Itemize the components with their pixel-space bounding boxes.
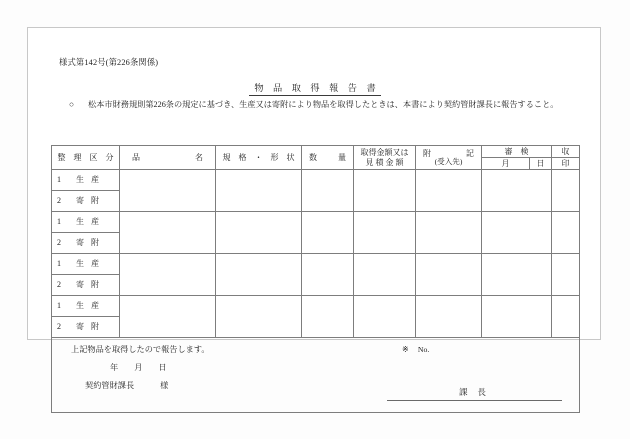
cell-amount[interactable] <box>354 170 416 212</box>
header-note-sub: (受入先) <box>434 156 463 166</box>
header-amount-line1: 取得金額又は <box>360 148 409 158</box>
row-label-donation[interactable] <box>52 317 120 338</box>
page-title-text: 物 品 取 得 報 告 書 <box>249 80 382 96</box>
signature-line[interactable] <box>387 388 562 401</box>
header-receipt: 収 <box>552 146 580 158</box>
header-note-left: 附 <box>423 148 431 158</box>
reference-mark-icon: ※ <box>402 345 409 354</box>
cell-receipt-seal[interactable] <box>552 296 580 338</box>
row-label-production[interactable] <box>52 296 120 317</box>
row-label-text: 寄附 <box>76 238 106 248</box>
row-number: 2 <box>57 280 61 290</box>
header-quantity-left: 数 <box>309 152 317 162</box>
cell-amount[interactable] <box>354 254 416 296</box>
cell-receipt-seal[interactable] <box>552 254 580 296</box>
footer-addressee-line <box>85 381 168 390</box>
row-number: 1 <box>57 259 61 269</box>
header-item-name-left: 品 <box>132 152 140 162</box>
table-row <box>52 254 580 275</box>
row-number: 1 <box>57 217 61 227</box>
header-amount <box>354 146 416 170</box>
footer-date-line <box>110 363 183 372</box>
date-day-label: 日 <box>158 363 167 372</box>
row-label-production[interactable] <box>52 212 120 233</box>
cell-note[interactable] <box>416 254 482 296</box>
intro-text: 松本市財務規則第226条の規定に基づき、生産又は寄附により物品を取得したときは、本書により契約管財課長に報告すること。 <box>88 100 559 109</box>
form-sheet <box>27 27 601 397</box>
cell-note[interactable] <box>416 296 482 338</box>
cell-spec[interactable] <box>216 296 302 338</box>
date-year-label: 年 <box>110 363 119 372</box>
header-quantity <box>302 146 354 170</box>
row-number: 2 <box>57 322 61 332</box>
row-label-donation[interactable] <box>52 233 120 254</box>
signature-title: 課 長 <box>459 388 490 397</box>
cell-inspection-date[interactable] <box>482 254 552 296</box>
cell-inspection-date[interactable] <box>482 170 552 212</box>
cell-note[interactable] <box>416 170 482 212</box>
header-item-name <box>120 146 216 170</box>
footer-number-label: No. <box>417 345 430 354</box>
table-row <box>52 212 580 233</box>
acquisition-table <box>51 145 580 413</box>
date-month-label: 月 <box>134 363 143 372</box>
header-month: 月 <box>482 158 530 170</box>
cell-quantity[interactable] <box>302 170 354 212</box>
cell-amount[interactable] <box>354 212 416 254</box>
header-quantity-right: 量 <box>338 152 346 162</box>
row-number: 2 <box>57 196 61 206</box>
cell-item-name[interactable] <box>120 212 216 254</box>
row-label-donation[interactable] <box>52 191 120 212</box>
cell-inspection-date[interactable] <box>482 212 552 254</box>
cell-inspection-date[interactable] <box>482 296 552 338</box>
header-spec: 規 格 ・ 形 状 <box>216 146 302 170</box>
table-row <box>52 296 580 317</box>
row-label-production[interactable] <box>52 254 120 275</box>
cell-quantity[interactable] <box>302 254 354 296</box>
cell-receipt-seal[interactable] <box>552 212 580 254</box>
cell-amount[interactable] <box>354 296 416 338</box>
row-label-text: 寄附 <box>76 196 106 206</box>
table-header-row <box>52 146 580 158</box>
row-number: 1 <box>57 301 61 311</box>
cell-item-name[interactable] <box>120 296 216 338</box>
row-number: 2 <box>57 238 61 248</box>
header-inspection: 審 検 <box>482 146 552 158</box>
row-label-text: 生産 <box>76 217 106 227</box>
row-number: 1 <box>57 175 61 185</box>
header-item-name-right: 名 <box>195 152 203 162</box>
row-label-production[interactable] <box>52 170 120 191</box>
footer-area <box>52 338 580 413</box>
header-day: 日 <box>530 158 552 170</box>
footer-reference-number <box>402 345 429 355</box>
intro-bullet-icon: ○ <box>69 100 74 109</box>
header-seal: 印 <box>552 158 580 170</box>
cell-spec[interactable] <box>216 254 302 296</box>
addressee-label: 契約管財課長 <box>85 381 135 390</box>
table-footer-row <box>52 338 580 413</box>
cell-spec[interactable] <box>216 212 302 254</box>
cell-quantity[interactable] <box>302 212 354 254</box>
row-label-text: 寄附 <box>76 322 106 332</box>
row-label-text: 生産 <box>76 301 106 311</box>
row-label-text: 寄附 <box>76 280 106 290</box>
header-amount-line2: 見 積 金 額 <box>365 157 404 167</box>
row-label-text: 生産 <box>76 175 106 185</box>
header-category: 整 理 区 分 <box>52 146 120 170</box>
header-note-right: 記 <box>466 148 474 158</box>
cell-note[interactable] <box>416 212 482 254</box>
page-title <box>28 80 602 96</box>
addressee-honorific: 様 <box>160 381 169 390</box>
form-number: 様式第142号(第226条関係) <box>59 58 159 67</box>
cell-item-name[interactable] <box>120 170 216 212</box>
footer-report-line: 上記物品を取得したので報告します。 <box>71 345 210 354</box>
cell-quantity[interactable] <box>302 296 354 338</box>
row-label-donation[interactable] <box>52 275 120 296</box>
cell-item-name[interactable] <box>120 254 216 296</box>
table-row <box>52 170 580 191</box>
cell-spec[interactable] <box>216 170 302 212</box>
row-label-text: 生産 <box>76 259 106 269</box>
cell-receipt-seal[interactable] <box>552 170 580 212</box>
intro-paragraph <box>69 99 589 110</box>
header-note <box>416 146 482 170</box>
